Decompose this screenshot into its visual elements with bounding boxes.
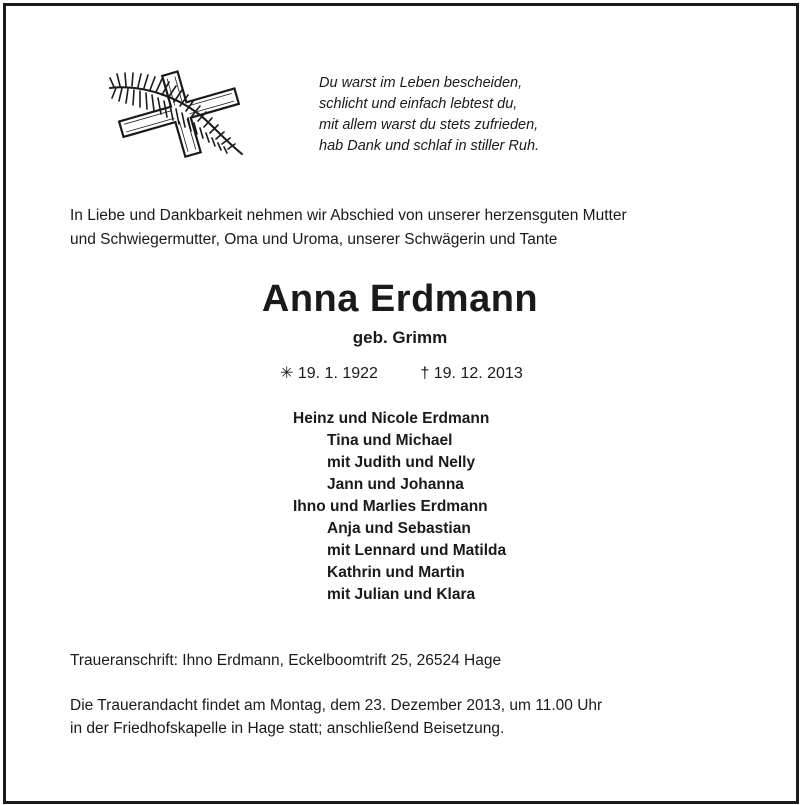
family-member: mit Lennard und Matilda: [327, 542, 507, 559]
maiden-name: geb. Grimm: [352, 328, 448, 347]
deceased-name: Anna Erdmann: [261, 278, 539, 320]
cross-with-palm-frond-icon: [104, 70, 249, 160]
poem-line: mit allem warst du stets zufrieden,: [319, 117, 539, 133]
poem-line: hab Dank und schlaf in stiller Ruh.: [319, 138, 540, 154]
birth-date-value: 19. 1. 1922: [297, 365, 378, 382]
service-line: Die Trauerandacht findet am Montag, dem 23. Dezember 2013, um 11.00 Uhr: [70, 697, 603, 714]
poem-line: Du warst im Leben bescheiden,: [319, 75, 523, 91]
birth-date: [280, 363, 378, 383]
poem-line: schlicht und einfach lebtest du,: [319, 96, 518, 112]
poem: [319, 73, 539, 157]
intro-text: [70, 204, 627, 252]
family-member: Tina und Michael: [327, 432, 453, 449]
birth-symbol: ✳: [280, 365, 294, 382]
family-member: mit Julian und Klara: [327, 586, 476, 603]
family-member: Jann und Johanna: [327, 476, 464, 493]
family-lead: Heinz und Nicole Erdmann: [293, 410, 490, 427]
intro-line: In Liebe und Dankbarkeit nehmen wir Abschied von unserer herzensguten Mutter: [70, 207, 627, 224]
intro-line: und Schwiegermutter, Oma und Uroma, unserer Schwägerin und Tante: [70, 231, 558, 248]
death-symbol: †: [420, 365, 430, 382]
family-member: Kathrin und Martin: [327, 564, 465, 581]
family-member: mit Judith und Nelly: [327, 454, 476, 471]
service-line: in der Friedhofskapelle in Hage statt; anschließend Beisetzung.: [70, 720, 505, 737]
family-member: Anja und Sebastian: [327, 520, 471, 537]
death-date: [420, 365, 522, 383]
mourning-address: Traueranschrift: Ihno Erdmann, Eckelboomtrift 25, 26524 Hage: [70, 652, 502, 669]
family-list: [293, 408, 506, 606]
family-lead: Ihno und Marlies Erdmann: [293, 498, 488, 515]
death-date-value: 19. 12. 2013: [433, 365, 523, 382]
funeral-service-info: [70, 694, 602, 740]
life-dates: [280, 363, 523, 383]
